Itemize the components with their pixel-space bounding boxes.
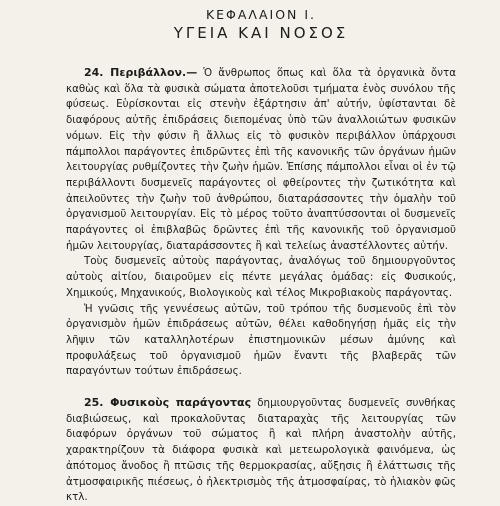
chapter-heading: ΚΕΦΑΛΑΙΟΝ Ι. <box>205 7 317 22</box>
chapter-title: ΥΓΕΙΑ ΚΑΙ ΝΟΣΟΣ <box>173 24 349 42</box>
paragraph-25-text: δημιουργοῦντας δυσμενεῖς συνθήκας διαβιώσεως, καὶ προκαλοῦντας διαταραχὰς τῆς λειτουργίας τῶν διαφόρων ὀργάνων τοῦ σώματος ἢ καὶ πλήρη ἀναστολὴν αὐτῆς, χαρακτηρίζουν τὰ διάφορα φυσικὰ καὶ μετεωρολογικὰ φαινόμενα, ὡς ἀπότομος ἄνοδος ἢ πτῶσις τῆς θερμοκρασίας, αὔξησις ἢ ἐλάττωσις τῆς ἀτμοσφαιρικῆς πιέσεως, ὁ ἠλεκτρισμὸς τῆς ἀτμοσφαίρας, τὸ ἡλιακὸν φῶς κτλ. <box>66 397 456 504</box>
section-25-heading: 25. Φυσικοὺς παράγοντας <box>84 396 252 410</box>
paragraph-24 <box>66 65 456 254</box>
paragraph-25 <box>66 395 456 506</box>
section-gap <box>66 380 456 395</box>
paragraph-factors-text: Τοὺς δυσμενεῖς αὐτοὺς παράγοντας, ἀναλόγως τοῦ δημιουργοῦντος αὐτοὺς αἰτίου, διαιροῦμεν εἰς πέντε μεγάλας ὁμάδας: εἰς Φυσικούς, Χημικούς, Μηχανικούς, Βιολογικοὺς καὶ τέλος Μικροβιακοὺς παράγοντας. <box>66 255 456 299</box>
paragraph-knowledge <box>66 302 456 381</box>
section-24-heading: 24. Περιβάλλον.— <box>84 66 198 79</box>
paragraph-factors <box>66 254 456 301</box>
paragraph-24-text: Ὁ ἄνθρωπος ὅπως καὶ ὅλα τὰ ὀργανικὰ ὄντα καθὼς καὶ ὅλα τὰ φυσικὰ σώματα ἀποτελοῦσι τμήματα ἑνὸς συνόλου τῆς φύσεως. Εὑρίσκονται εἰς στενὴν ἐξάρτησιν ἀπ' αὐτήν, ὑφίστανται δὲ διαφόρους αὐτῆς ἐπιδράσεις διεπομένας ὑπὸ τῶν ἀναλλοιώτων φυσικῶν νόμων. Εἰς τὴν φύσιν ἢ ἄλλως εἰς τὸ φυσικὸν περιβάλλον ὑπάρχουσι πάμπολλοι παράγοντες ἐπιδρῶντες ἐπὶ τῆς κανονικῆς τῶν ὀργάνων ἡμῶν λειτουργίας ρυθμίζοντες τὴν ζωὴν ἡμῶν. Ἐπίσης πάμπολλοι εἶναι οἱ ἐν τῷ περιβάλλοντι δυσμενεῖς παράγοντες οἱ φθείροντες τὴν ζωτικότητα καὶ ἀπειλοῦντες τὴν ζωὴν τοῦ ἀνθρώπου, διαταράσσοντες τὴν ὁμαλὴν τοῦ ὀργανισμοῦ λειτουργίαν. Εἰς τὸ μέρος τοῦτο ἀναπτύσσονται οἱ δυσμενεῖς παράγοντες οἱ ἐπιβλαβῶς δρῶντες ἐπὶ τῆς κανονικῆς τοῦ ὀργανισμοῦ ἡμῶν λειτουργίας, διαταράσσοντες ἢ καὶ τελείως ἀναστέλλοντες αὐτήν. <box>66 67 456 252</box>
paragraph-knowledge-text: Ἡ γνῶσις τῆς γεννέσεως αὐτῶν, τοῦ τρόπου τῆς δυσμενοῦς ἐπὶ τὸν ὀργανισμὸν ἡμῶν ἐπιδράσεως αὐτῶν, θέλει καθοδηγήσῃ ἡμᾶς εἰς τὴν λῆψιν τῶν καταλληλοτέρων ἐπιστημονικῶν μέσων ἀμύνης καὶ προφυλάξεως τοῦ ὀργανισμοῦ ἡμῶν ἔναντι τῆς βλαβερᾶς τῶν παραγόντων τούτων ἐπιδράσεως. <box>66 302 456 378</box>
